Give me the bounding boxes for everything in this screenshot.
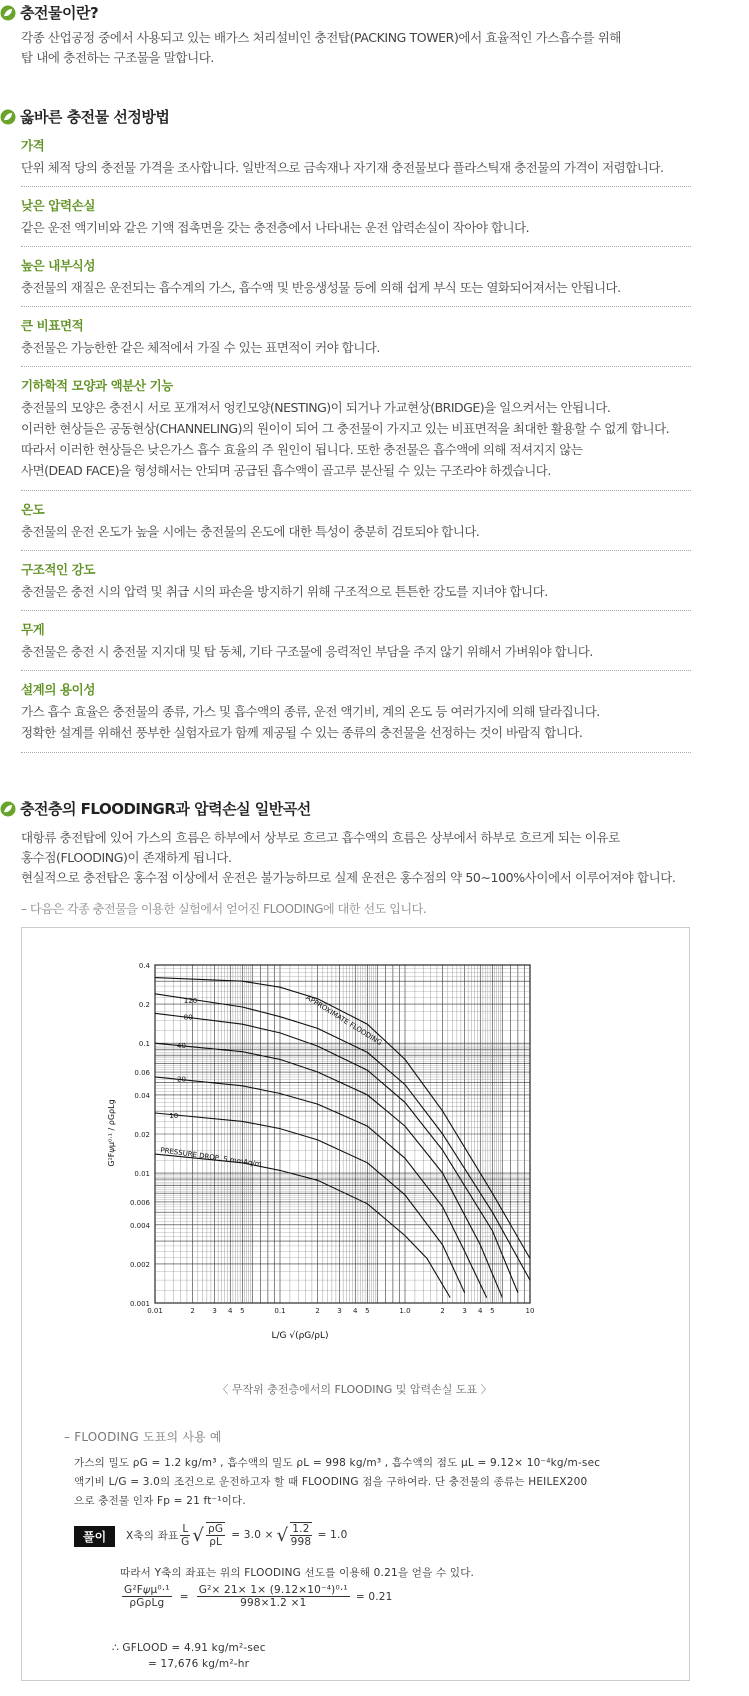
divider <box>21 306 691 307</box>
chart-caption: 〈 무작위 충전층에서의 FLOODING 및 압력손실 도표 〉 <box>217 1383 492 1396</box>
example-title: – FLOODING 도표의 사용 예 <box>64 1430 222 1444</box>
y-tick-label: 0.001 <box>129 1300 150 1308</box>
criterion-desc: 충전물의 재질은 운전되는 흡수계의 가스, 흡수액 및 반응생성물 등에 의해 쉽게 부식 또는 열화되어져서는 안됩니다. <box>21 280 621 295</box>
x-tick-label: 5 <box>490 1307 495 1315</box>
criterion-geometry <box>21 378 691 481</box>
example-line-1: 가스의 밀도 ρG = 1.2 kg/m³ , 흡수액의 밀도 ρL = 998 kg/m³ , 흡수액의 점도 μL = 9.12× 10⁻⁴kg/m-sec <box>74 1457 601 1469</box>
criterion-title: 구조적인 강도 <box>21 562 96 577</box>
curve-label: 10 <box>169 1112 179 1121</box>
divider <box>21 490 691 491</box>
section-title-text: 옳바른 충전물 선정방법 <box>20 108 170 126</box>
example-line-3: 으로 충전물 인자 Fp = 21 ft⁻¹이다. <box>74 1495 246 1507</box>
x-tick-label: 4 <box>353 1307 358 1315</box>
section-flooding-title <box>0 798 311 819</box>
y-axis-label: G²F𝜓μ⁰·¹ / ρGρLg <box>107 1099 116 1167</box>
criterion-title: 가격 <box>21 138 45 153</box>
leaf-bullet-icon <box>0 109 16 125</box>
y-tick-label: 0.004 <box>129 1221 150 1230</box>
solution-result-1: ∴ GFLOOD = 4.91 kg/m²-sec <box>112 1642 266 1654</box>
x-tick-label: 10 <box>525 1307 535 1315</box>
x-tick-label: 2 <box>190 1307 195 1315</box>
x-axis-label: L/G √(ρG/ρL) <box>271 1331 329 1341</box>
example-line-2: 액기비 L/G = 3.0의 조건으로 운전하고자 할 때 FLOODING 점을 구하여라. 단 충전물의 종류는 HEILEX200 <box>74 1476 588 1488</box>
divider <box>21 366 691 367</box>
criterion-desc: 충전물은 가능한한 같은 체적에서 가질 수 있는 표면적이 커야 합니다. <box>21 340 380 355</box>
x-tick-label: 5 <box>365 1307 370 1315</box>
x-tick-label: 2 <box>440 1307 445 1315</box>
y-tick-label: 0.4 <box>138 962 150 970</box>
curve-label: 80 <box>183 1013 193 1022</box>
section-selection-title <box>0 106 169 127</box>
x-tick-label: 3 <box>462 1307 467 1315</box>
criterion-title: 온도 <box>21 502 45 517</box>
flooding-chart <box>22 928 687 1408</box>
section-title-text: 충전물이란? <box>20 4 99 22</box>
y-tick-label: 0.1 <box>138 1040 150 1049</box>
divider <box>21 550 691 551</box>
flooding-annotation: APPROXIMATE FLOODING <box>304 993 384 1048</box>
section-what-is-packing-title <box>0 2 98 23</box>
criterion-strength <box>21 562 691 602</box>
solution-result-2: = 17,676 kg/m²-hr <box>148 1658 250 1670</box>
criterion-price <box>21 138 691 178</box>
x-tick-label: 4 <box>228 1307 233 1315</box>
criterion-corrosion-resistance <box>21 258 691 298</box>
criterion-desc: 충전물의 모양은 충전시 서로 포개져서 엉킨모양(NESTING)이 되거나 가교현상(BRIDGE)을 일으켜서는 안됩니다. 이러한 현상들은 공동현상(CHANNELING)의 원이이 되어 그 충전물이 가지고 있는 비표면적을 최대한 활용할 수 없게 합니다. 따라서 이러한 현상들은 낮은가스 흡수 효율의 주 원인이 됩니다. 또한 충전물은 흡수액에 의해 적셔지지 않는 사면(DEAD FACE)을 형성해서는 안되며 공급된 흡수액이 골고루 분산될 수 있는 구조라야 하겠습니다. <box>21 400 670 478</box>
divider <box>21 610 691 611</box>
criterion-weight <box>21 622 691 662</box>
criterion-design-ease <box>21 682 691 743</box>
curve-line <box>155 1154 450 1298</box>
divider <box>21 670 691 671</box>
y-tick-label: 0.02 <box>134 1131 150 1139</box>
x-tick-label: 0.1 <box>274 1307 286 1315</box>
y-tick-label: 0.01 <box>134 1170 150 1179</box>
criterion-title: 낮은 압력손실 <box>21 198 96 213</box>
leaf-bullet-icon <box>0 5 16 21</box>
curve-label: 20 <box>177 1075 186 1084</box>
criterion-title: 무게 <box>21 622 45 637</box>
section-title-text: 충전층의 FLOODINGR과 압력손실 일반곡선 <box>20 800 311 818</box>
curve-label: 120 <box>183 997 198 1006</box>
curve-line <box>155 1113 465 1293</box>
criterion-low-pressure-loss <box>21 198 691 238</box>
criterion-title: 기하학적 모양과 액분산 기능 <box>21 378 173 393</box>
criterion-desc: 충전물은 충전 시 충전물 지지대 및 탑 동체, 기타 구조물에 응력적인 부담을 주지 않기 위해서 가벼워야 합니다. <box>21 644 593 659</box>
criterion-title: 큰 비표면적 <box>21 318 84 333</box>
solution-badge: 풀이 <box>74 1526 115 1547</box>
curve-line <box>155 1043 502 1297</box>
x-tick-label: 3 <box>337 1307 342 1315</box>
section-what-is-packing-body: 각종 산업공정 중에서 사용되고 있는 배가스 처리설비인 충전탑(PACKING TOWER)에서 효율적인 가스흡수를 위해 탑 내에 충전하는 구조물을 말합니다. <box>21 30 621 65</box>
criterion-desc: 단위 체적 당의 충전물 가격을 조사합니다. 일반적으로 금속재나 자기재 충전물보다 플라스틱재 충전물의 가격이 저렴합니다. <box>21 160 664 175</box>
leaf-bullet-icon <box>0 801 16 817</box>
criterion-title: 높은 내부식성 <box>21 258 96 273</box>
divider <box>21 752 691 753</box>
curve-label: 40 <box>177 1042 186 1051</box>
criterion-desc: 같은 운전 액기비와 같은 기액 접촉면을 갖는 충전층에서 나타내는 운전 압력손실이 작아야 합니다. <box>21 220 530 235</box>
chart-note: – 다음은 각종 충전물을 이용한 실험에서 얻어진 FLOODING에 대한 선도 입니다. <box>21 902 427 916</box>
x-tick-label: 5 <box>240 1307 245 1315</box>
criterion-desc: 가스 흡수 효율은 충전물의 종류, 가스 및 흡수액의 종류, 운전 액기비, 계의 온도 등 여러가지에 의해 달라집니다. 정확한 설계를 위해선 풍부한 실험자료가 함께 제공될 수 있는 종류의 충전물을 선정하는 것이 바람직 합니다. <box>21 704 600 740</box>
criterion-specific-surface <box>21 318 691 358</box>
solution-equation: $\frac{\text{G²F𝜓μ⁰·¹}}{\text{ρGρLg}}$ = $\frac{\text{G²× 21× 1× (9.12×10⁻⁴)⁰·¹}}{998\times 1.2 \times 1}$ = 0.21 <box>124 1584 393 1609</box>
x-tick-label: 3 <box>212 1307 217 1315</box>
x-tick-label: 4 <box>478 1307 483 1315</box>
x-tick-label: 2 <box>315 1307 320 1315</box>
chart-container <box>21 927 690 1681</box>
pressure-drop-annotation: PRESSURE DROP, 5 mmAq/m <box>159 1146 263 1169</box>
y-tick-label: 0.006 <box>129 1198 150 1207</box>
divider <box>21 186 691 187</box>
curve-line <box>155 994 530 1280</box>
x-tick-label: 1.0 <box>399 1307 411 1315</box>
solution-y-coordinate: 따라서 Y축의 좌표는 위의 FLOODING 선도를 이용해 0.21을 얻을 수 있다. <box>120 1567 475 1579</box>
x-tick-label: 0.01 <box>147 1307 163 1315</box>
criterion-desc: 충전물은 충전 시의 압력 및 취급 시의 파손을 방지하기 위해 구조적으로 튼튼한 강도를 지녀야 합니다. <box>21 584 548 599</box>
criterion-desc: 충전물의 운전 온도가 높을 시에는 충전물의 온도에 대한 특성이 충분히 검토되야 합니다. <box>21 524 480 539</box>
y-tick-label: 0.002 <box>129 1260 150 1269</box>
solution-x-coordinate: X축의 좌표 $\frac{L}{G}$ √ $\frac{\rho G}{\rho L}$ = 3.0 × √ $\frac{1.2}{998}$ = 1.0 <box>126 1522 348 1548</box>
section-flooding-body: 대항류 충전탑에 있어 가스의 흐름은 하부에서 상부로 흐르고 흡수액의 흐름은 상부에서 하부로 흐르게 되는 이유로 홍수점(FLOODING)이 존재하게 됩니다. 현실적으로 충전탑은 홍수점 이상에서 운전은 불가능하므로 실제 운전은 홍수점의 약 50∼100%사이에서 이루어져야 합니다. <box>21 830 676 885</box>
y-tick-label: 0.06 <box>134 1069 150 1078</box>
criterion-temperature <box>21 502 691 542</box>
y-tick-label: 0.2 <box>138 1001 150 1010</box>
criterion-title: 설계의 용이성 <box>21 682 96 697</box>
y-tick-label: 0.04 <box>134 1091 150 1100</box>
divider <box>21 246 691 247</box>
